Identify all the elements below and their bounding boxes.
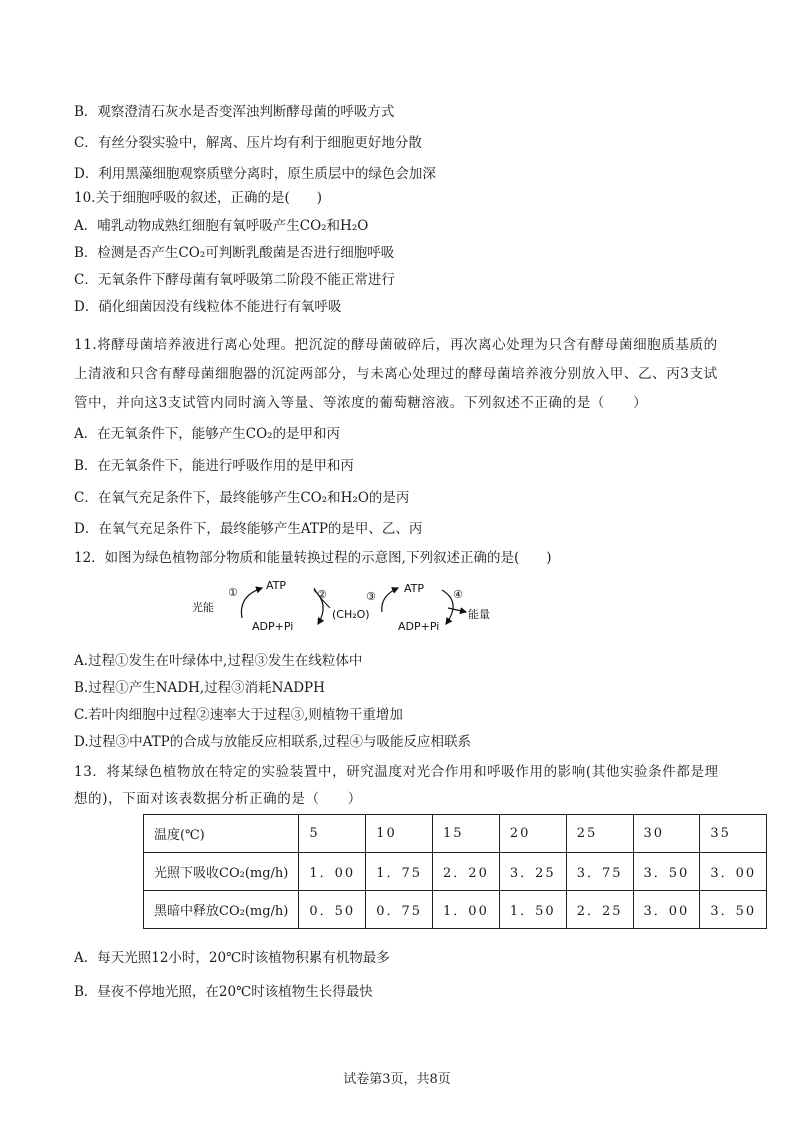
q12-stem: 12．如图为绿色植物部分物质和能量转换过程的示意图,下列叙述正确的是( )	[74, 550, 552, 566]
atp-left-label: ATP	[266, 579, 287, 592]
light-energy-label: 光能	[192, 601, 214, 614]
q9-option-b: B．观察澄清石灰水是否变浑浊判断酵母菌的呼吸方式	[74, 104, 395, 120]
q9-option-c: C．有丝分裂实验中，解离、压片均有利于细胞更好地分散	[74, 135, 422, 151]
value-cell: 1．75	[366, 853, 433, 891]
q10-option-c: C．无氧条件下酵母菌有氧呼吸第二阶段不能正常进行	[74, 272, 395, 288]
q11-option-c: C．在氧气充足条件下，最终能够产生CO₂和H₂O的是丙	[74, 490, 410, 506]
value-cell: 3．00	[633, 891, 700, 929]
value-cell: 1．00	[299, 853, 366, 891]
q11-stem: 11.将酵母菌培养液进行离心处理。把沉淀的酵母菌破碎后，再次离心处理为只含有酵母菌细胞质基质的上清液和只含有酵母菌细胞器的沉淀两部分，与未离心处理过的酵母菌培养液分别放入甲、乙、丙3支试管中，并向这3支试管内同时滴入等量、等浓度的葡萄糖溶液。下列叙述不正确的是（ ）	[74, 337, 718, 411]
temp-cell: 5	[299, 815, 366, 853]
row-label-cell: 光照下吸收CO₂(mg/h)	[144, 853, 299, 891]
energy-label: 能量	[468, 608, 490, 621]
q13-stem: 13．将某绿色植物放在特定的实验装置中，研究温度对光合作用和呼吸作用的影响(其他实验条件都是理想的)，下面对该表数据分析正确的是（ ）	[74, 764, 719, 807]
value-cell: 1．00	[433, 891, 500, 929]
q10-option-d: D．硝化细菌因没有线粒体不能进行有氧呼吸	[74, 299, 342, 315]
temperature-co2-table	[143, 814, 767, 929]
value-cell: 1．50	[499, 891, 566, 929]
q12-option-d: D.过程③中ATP的合成与放能反应相联系,过程④与吸能反应相联系	[74, 734, 472, 750]
q11-option-b: B．在无氧条件下，能进行呼吸作用的是甲和丙	[74, 458, 354, 474]
adp-left-label: ADP+Pi	[252, 620, 294, 633]
value-cell: 3．25	[499, 853, 566, 891]
value-cell: 3．00	[700, 853, 767, 891]
value-cell: 0．50	[299, 891, 366, 929]
atp-right-label: ATP	[404, 582, 425, 595]
arrow-to-energy	[448, 608, 466, 612]
value-cell: 3．50	[700, 891, 767, 929]
q13-option-a: A．每天光照12小时，20℃时该植物积累有机物最多	[74, 950, 390, 966]
adp-right-label: ADP+Pi	[398, 620, 440, 633]
q12-option-c: C.若叶肉细胞中过程②速率大于过程③,则植物干重增加	[74, 707, 403, 723]
temp-cell: 20	[499, 815, 566, 853]
step-3-label: ③	[366, 590, 376, 603]
temp-cell: 15	[433, 815, 500, 853]
q12-option-b: B.过程①产生NADH,过程③消耗NADPH	[74, 680, 325, 696]
q9-option-d: D．利用黑藻细胞观察质壁分离时，原生质层中的绿色会加深	[74, 166, 436, 182]
table-row	[144, 853, 767, 891]
table-row	[144, 891, 767, 929]
q10-stem: 10.关于细胞呼吸的叙述，正确的是( )	[74, 190, 323, 206]
table-header-row	[144, 815, 767, 853]
table-header-cell: 温度(℃)	[144, 815, 299, 853]
arrow-adp-to-atp-right	[382, 588, 398, 612]
q13-option-b: B．昼夜不停地光照，在20℃时该植物生长得最快	[74, 984, 373, 1000]
step-4-label: ④	[453, 588, 463, 601]
value-cell: 2．25	[566, 891, 633, 929]
step-2-label: ②	[317, 588, 327, 601]
value-cell: 2．20	[433, 853, 500, 891]
value-cell: 3．75	[566, 853, 633, 891]
row-label-cell: 黑暗中释放CO₂(mg/h)	[144, 891, 299, 929]
arrow-adp-to-atp-left	[241, 588, 262, 618]
q10-option-b: B．检测是否产生CO₂可判断乳酸菌是否进行细胞呼吸	[74, 245, 395, 261]
temp-cell: 30	[633, 815, 700, 853]
q11-option-d: D．在氧气充足条件下，最终能够产生ATP的是甲、乙、丙	[74, 521, 423, 537]
energy-conversion-diagram	[190, 578, 500, 638]
temp-cell: 25	[566, 815, 633, 853]
q12-option-a: A.过程①发生在叶绿体中,过程③发生在线粒体中	[74, 653, 363, 669]
value-cell: 3．50	[633, 853, 700, 891]
temp-cell: 35	[700, 815, 767, 853]
q10-option-a: A．哺乳动物成熟红细胞有氧呼吸产生CO₂和H₂O	[74, 218, 369, 234]
ch2o-label: (CH₂O)	[332, 608, 370, 621]
q11-option-a: A．在无氧条件下，能够产生CO₂的是甲和丙	[74, 426, 341, 442]
temp-cell: 10	[366, 815, 433, 853]
page-footer: 试卷第3页，共8页	[343, 1072, 451, 1087]
arrow-atp-to-adp-right	[442, 590, 453, 624]
value-cell: 0．75	[366, 891, 433, 929]
step-1-label: ①	[228, 586, 238, 599]
